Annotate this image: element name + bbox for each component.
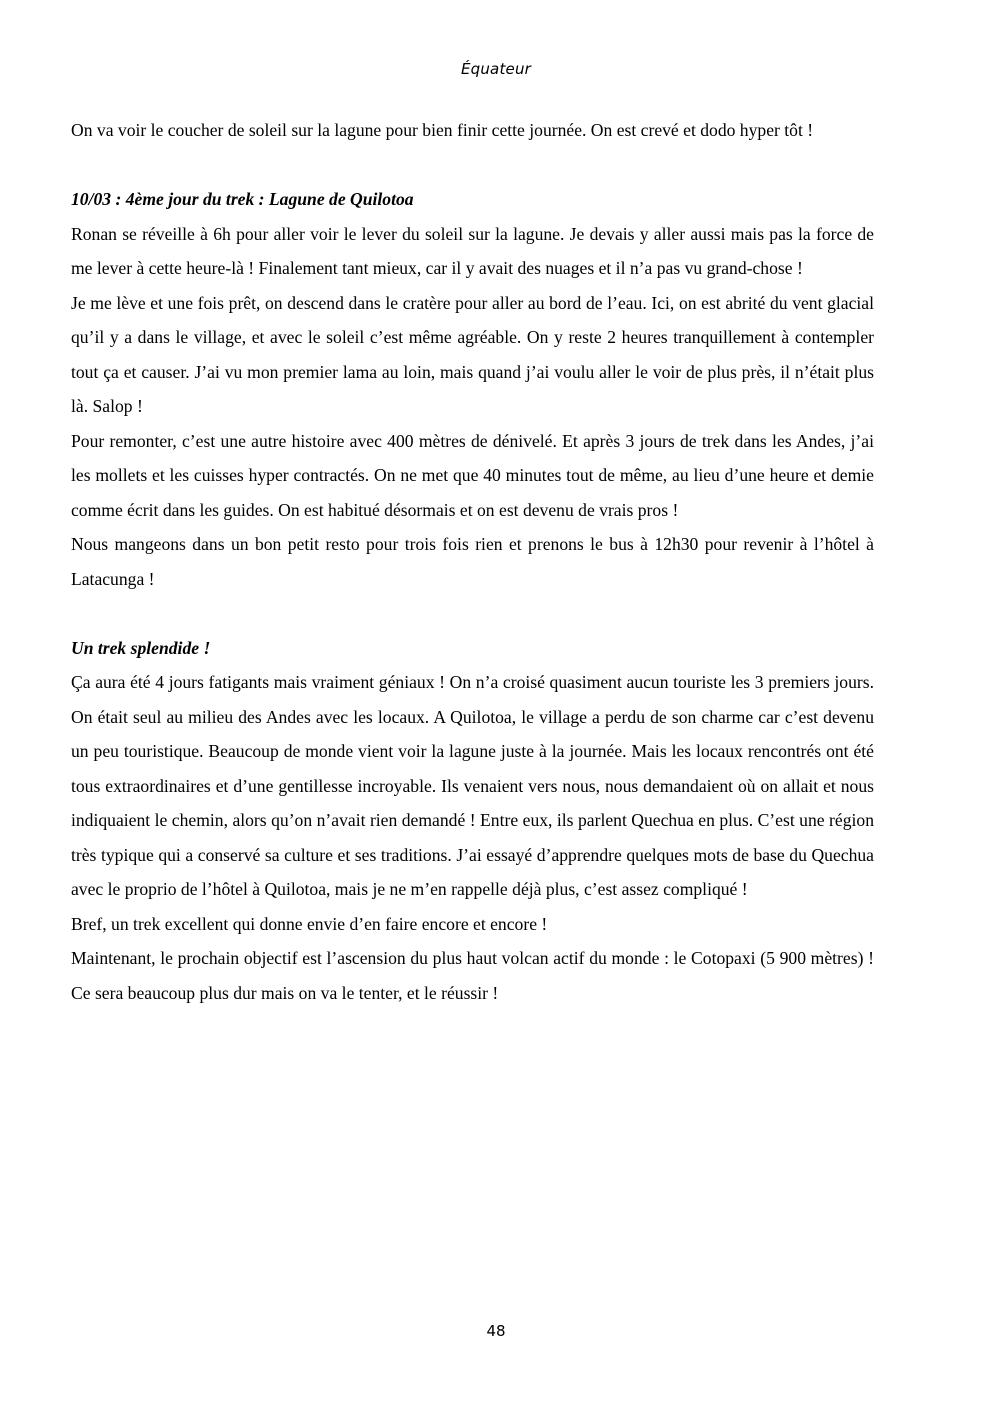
paragraph: Maintenant, le prochain objectif est l’ascension du plus haut volcan actif du monde : le Cotopaxi (5 900 mètres) ! Ce sera beaucoup plus dur mais on va le tenter, et le réussir ! bbox=[71, 948, 874, 1003]
intro-paragraph: On va voir le coucher de soleil sur la lagune pour bien finir cette journée. On est crevé et dodo hyper tôt ! bbox=[71, 120, 814, 140]
running-header: Équateur bbox=[460, 60, 532, 78]
paragraph: Ça aura été 4 jours fatigants mais vraiment géniaux ! On n’a croisé quasiment aucun touriste les 3 premiers jours. On était seul au milieu des Andes avec les locaux. A Quilotoa, le village a perdu de son charme car c’est devenu un peu touristique. Beaucoup de monde vient voir la lagune juste à la journée. Mais les locaux rencontrés ont été tous extraordinaires et d’une gentillesse incroyable. Ils venaient vers nous, nous demandaient où on allait et nous indiquaient le chemin, alors qu’on n’avait rien demandé ! Entre eux, ils parlent Quechua en plus. C’est une région très typique qui a conservé sa culture et ses traditions. J’ai essayé d’apprendre quelques mots de base du Quechua avec le proprio de l’hôtel à Quilotoa, mais je ne m’en rappelle déjà plus, c’est assez compliqué ! bbox=[71, 672, 874, 899]
page-body bbox=[71, 113, 874, 1010]
section-heading-day4: 10/03 : 4ème jour du trek : Lagune de Quilotoa bbox=[71, 189, 414, 209]
paragraph-spacer bbox=[71, 148, 874, 183]
paragraph: Nous mangeons dans un bon petit resto pour trois fois rien et prenons le bus à 12h30 pour revenir à l’hôtel à Latacunga ! bbox=[71, 534, 874, 589]
paragraph: Je me lève et une fois prêt, on descend dans le cratère pour aller au bord de l’eau. Ici, on est abrité du vent glacial qu’il y a dans le village, et avec le soleil c’est même agréable. On y reste 2 heures tranquillement à contempler tout ça et causer. J’ai vu mon premier lama au loin, mais quand j’ai voulu aller le voir de plus près, il n’était plus là. Salop ! bbox=[71, 292, 874, 416]
paragraph: Pour remonter, c’est une autre histoire avec 400 mètres de dénivelé. Et après 3 jours de trek dans les Andes, j’ai les mollets et les cuisses hyper contractés. On ne met que 40 minutes tout de même, au lieu d’une heure et demie comme écrit dans les guides. On est habitué désormais et on est devenu de vrais pros ! bbox=[71, 430, 874, 520]
paragraph: Ronan se réveille à 6h pour aller voir le lever du soleil sur la lagune. Je devais y aller aussi mais pas la force de me lever à cette heure-là ! Finalement tant mieux, car il y avait des nuages et il n’a pas vu grand-chose ! bbox=[71, 223, 874, 278]
paragraph-spacer bbox=[71, 596, 874, 631]
page-number: 48 bbox=[486, 1322, 506, 1340]
section-heading-trek-summary: Un trek splendide ! bbox=[71, 637, 211, 658]
paragraph: Bref, un trek excellent qui donne envie d’en faire encore et encore ! bbox=[71, 913, 548, 934]
